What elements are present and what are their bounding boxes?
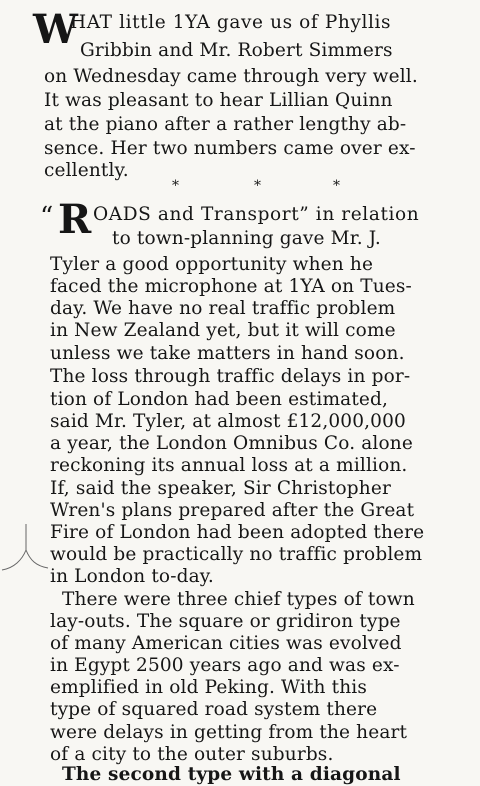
para3-line: in Egypt 2500 years ago and was ex- xyxy=(50,655,400,676)
para1-line: at the piano after a rather lengthy ab- xyxy=(44,114,407,135)
para2-line: in London to-day. xyxy=(50,566,214,587)
drop-cap-r: R xyxy=(58,196,92,243)
para3-line: lay-outs. The square or gridiron type xyxy=(50,611,401,632)
para3-line: There were three chief types of town xyxy=(62,589,415,610)
para2-line: Tyler a good opportunity when he xyxy=(50,254,374,275)
para1-line: HAT little 1YA gave us of Phyllis xyxy=(70,12,392,33)
margin-scribble-icon xyxy=(0,520,50,580)
para2-line: Wren's plans prepared after the Great xyxy=(50,500,415,521)
separator-star: * xyxy=(254,178,261,194)
separator-star: * xyxy=(172,178,179,194)
para2-line: OADS and Transport” in relation xyxy=(93,204,420,225)
para1-line: sence. Her two numbers came over ex- xyxy=(44,138,416,159)
para3-line: were delays in getting from the heart xyxy=(50,722,408,743)
para2-line: If, said the speaker, Sir Christopher xyxy=(50,478,391,499)
para1-line: on Wednesday came through very well. xyxy=(44,66,418,87)
para2-line: a year, the London Omnibus Co. alone xyxy=(50,433,413,454)
para2-line: would be practically no traffic problem xyxy=(50,544,423,565)
para2-line: tion of London had been estimated, xyxy=(50,389,389,410)
para3-line: emplified in old Peking. With this xyxy=(50,677,367,698)
para2-line: faced the microphone at 1YA on Tues- xyxy=(50,276,412,297)
para1-line: Gribbin and Mr. Robert Simmers xyxy=(80,40,393,61)
para3-line: of a city to the outer suburbs. xyxy=(50,744,334,765)
para2-line: day. We have no real traffic problem xyxy=(50,298,396,319)
open-quote: “ xyxy=(40,202,54,232)
para2-line: in New Zealand yet, but it will come xyxy=(50,320,396,341)
para2-line: unless we take matters in hand soon. xyxy=(50,343,405,364)
separator-star: * xyxy=(333,178,340,194)
drop-cap-w: W xyxy=(33,6,78,53)
para2-line: reckoning its annual loss at a million. xyxy=(50,455,408,476)
para2-line: to town-planning gave Mr. J. xyxy=(112,228,381,249)
para2-line: Fire of London had been adopted there xyxy=(50,522,425,543)
para1-line: cellently. xyxy=(44,160,129,181)
para1-line: It was pleasant to hear Lillian Quinn xyxy=(44,90,393,111)
para2-line: said Mr. Tyler, at almost £12,000,000 xyxy=(50,411,406,432)
para3-line: type of squared road system there xyxy=(50,699,378,720)
para2-line: The loss through traffic delays in por- xyxy=(50,366,411,387)
para3-line: of many American cities was evolved xyxy=(50,633,402,654)
para4-line: The second type with a diagonal xyxy=(62,764,401,785)
section-separator xyxy=(0,178,480,198)
